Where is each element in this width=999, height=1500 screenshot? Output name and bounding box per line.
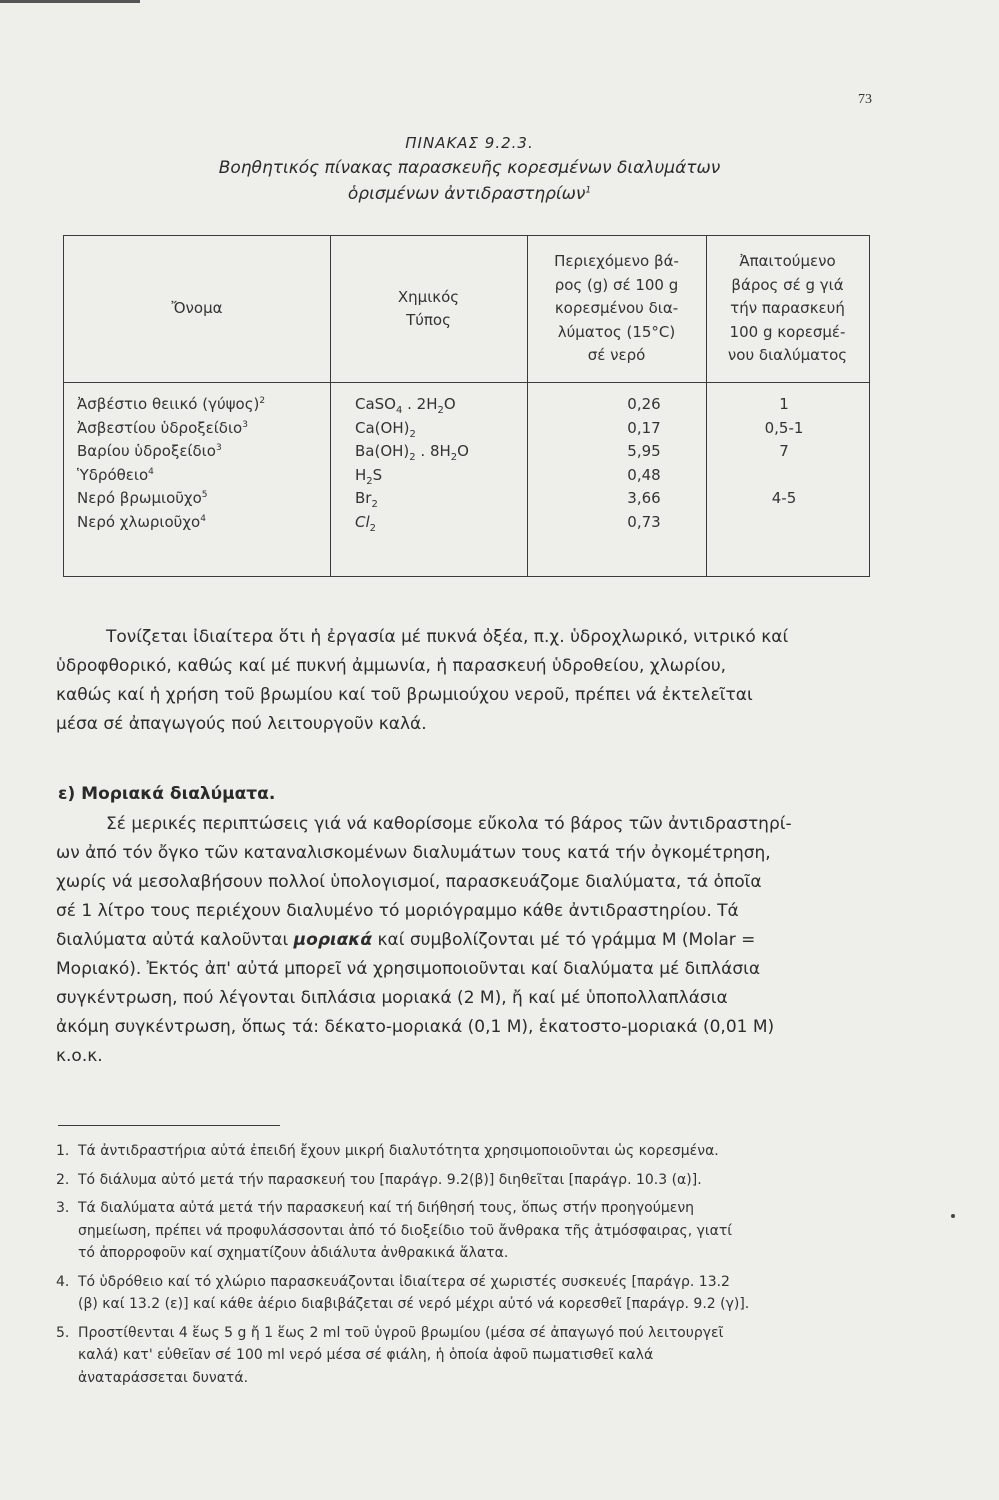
safety-paragraph [56, 623, 888, 739]
footnote [56, 1140, 906, 1163]
footnote-line: Τά ἀντιδραστήρια αὐτά ἐπειδή ἔχουν μικρή διαλυτότητα χρησιμοποιοῦνται ὡς κορεσμένα. [78, 1143, 719, 1159]
text-line: Τονίζεται ἰδιαίτερα ὅτι ἡ ἐργασία μέ πυκνά ὀξέα, π.χ. ὑδροχλωρικό, νιτρικό καί [106, 627, 789, 647]
formula-part: Ca(OH) [355, 418, 410, 437]
formula-part: . 2H [402, 395, 438, 413]
cell-formula [355, 442, 469, 463]
footnote-ref: 4 [200, 513, 206, 524]
footnote [56, 1197, 906, 1265]
cell-name [77, 466, 154, 484]
footnote-line: Τό ὑδρόθειο καί τό χλώριο παρασκευάζονται ἰδιαίτερα σέ χωριστές συσκευές [παράγρ. 13.2 [78, 1273, 730, 1290]
cell-name-text: Ἀσβέστιο θειικό (γύψος) [77, 395, 260, 413]
header-name-text: Ὄνομα [171, 299, 223, 318]
formula-part: O [443, 395, 456, 413]
table-body [64, 395, 869, 536]
header-name [64, 236, 330, 382]
text-line: ὑδροφθορικό, καθώς καί μέ πυκνή ἀμμωνία, ἡ παρασκευή ὑδροθείου, χλωρίου, [56, 656, 727, 676]
cell-solubility: 3,66 [627, 489, 661, 507]
cell-solubility: 0,26 [627, 395, 661, 413]
reagent-table [63, 235, 870, 577]
caption-text: ὁρισμένων ἀντιδραστηρίων [347, 184, 586, 204]
footnote-line: Προστίθενται 4 ἕως 5 g ἤ 1 ἕως 2 ml τοῦ ὑγροῦ βρωμίου (μέσα σέ ἀπαγωγό πού λειτουργεῖ [78, 1324, 724, 1341]
footnote-ref: 2 [259, 396, 266, 406]
footnote-number: 4. [56, 1273, 70, 1290]
table-caption-line2 [0, 184, 969, 204]
cell-name [77, 513, 206, 531]
footnote-ref: 3 [242, 419, 248, 430]
header-text-line: σέ νερό [587, 346, 646, 365]
cell-required: 4-5 [771, 489, 797, 507]
text-line: χωρίς νά μεσολαβήσουν πολλοί ὑπολογισμοί, παρασκευάζομε διαλύματα, τά ὁποῖα [56, 872, 762, 892]
scan-edge [0, 0, 140, 3]
formula-sub: 2 [450, 452, 458, 463]
formula-sub: 2 [369, 522, 377, 534]
text-line: καθώς καί ἡ χρήση τοῦ βρωμίου καί τοῦ βρωμιούχου νεροῦ, πρέπει νά ἐκτελεῖται [56, 685, 753, 705]
text-line: συγκέντρωση, πού λέγονται διπλάσια μοριακά (2 Μ), ἤ καί μέ ὑποπολλαπλάσια [56, 988, 728, 1008]
cell-solubility: 0,17 [627, 418, 661, 437]
table-row [64, 513, 869, 537]
molar-solutions-paragraph [56, 810, 888, 1071]
table-row [64, 466, 869, 490]
cell-formula [355, 489, 378, 510]
table-row [64, 489, 869, 513]
footnote-number: 1. [56, 1143, 70, 1159]
table-row [64, 442, 869, 466]
cell-formula [355, 512, 377, 534]
cell-name-text: Ὑδρόθειο [77, 465, 149, 484]
formula-part: Ba(OH) [355, 442, 410, 460]
formula-sub: 2 [437, 405, 444, 416]
cell-name-text: Νερό χλωριοῦχο [77, 512, 201, 531]
footnote-line: τό ἀπορροφοῦν καί σχηματίζουν ἀδιάλυτα ἀνθρακικά ἅλατα. [78, 1245, 509, 1261]
margin-speck [951, 1214, 955, 1218]
text-line: Μοριακό). Ἐκτός ἀπ' αὐτά μπορεῖ νά χρησιμοποιοῦνται καί διαλύματα μέ διπλάσια [56, 959, 761, 979]
text-line: μέσα σέ ἀπαγωγούς πού λειτουργοῦν καλά. [56, 714, 427, 734]
header-text-line: Περιεχόμενο βά- [554, 252, 679, 271]
text-line: κ.ο.κ. [56, 1046, 103, 1066]
formula-part: S [372, 465, 383, 484]
text-line: Σέ μερικές περιπτώσεις γιά νά καθορίσομε εὔκολα τό βάρος τῶν ἀντιδραστηρί- [106, 814, 792, 834]
cell-required: 7 [779, 442, 789, 460]
page-number: 73 [858, 92, 872, 107]
cell-name [77, 442, 222, 460]
cell-name [77, 489, 208, 507]
text-line [56, 926, 888, 955]
cell-name-text: Ἀσβεστίου ὑδροξείδιο [77, 418, 243, 437]
formula-part: Br [355, 489, 372, 507]
footnote-number: 5. [56, 1324, 70, 1341]
footnote-line: ἀναταράσσεται δυνατά. [78, 1369, 249, 1386]
formula-sub: 2 [366, 475, 373, 487]
footnote-line: καλά) κατ' εὐθεῖαν σέ 100 ml νερό μέσα σέ φιάλη, ἡ ὁποία ἀφοῦ πωματισθεῖ καλά [78, 1347, 654, 1363]
header-text-line: νου διαλύματος [727, 346, 848, 365]
cell-name-text: Βαρίου ὑδροξείδιο [77, 442, 216, 460]
formula-part: . 8H [415, 442, 451, 460]
text-run: διαλύματα αὐτά καλοῦνται [56, 930, 294, 950]
header-required [706, 236, 869, 382]
footnote-number: 3. [56, 1200, 70, 1216]
table-row [64, 395, 869, 419]
emphasized-term: μοριακά [293, 930, 373, 950]
footnote [56, 1271, 906, 1316]
header-text-line: Χημικός [397, 287, 460, 306]
header-formula [330, 236, 527, 382]
header-text-line: Ἀπαιτούμενο [739, 252, 836, 271]
footnote [56, 1169, 906, 1192]
cell-name-text: Νερό βρωμιοῦχο [77, 489, 202, 507]
cell-solubility: 0,73 [627, 512, 661, 531]
cell-required: 1 [779, 395, 789, 413]
text-run: καί συμβολίζονται μέ τό γράμμα Μ (Molar = [372, 930, 756, 950]
footnote-line: Τό διάλυμα αὐτό μετά τήν παρασκευή του [παράγρ. 9.2(β)] διηθεῖται [παράγρ. 10.3 (α)]. [78, 1171, 702, 1188]
header-text-line: κορεσμένου δια- [554, 299, 679, 318]
formula-sub: 4 [396, 405, 403, 416]
formula-sub: 2 [409, 428, 416, 440]
cell-formula [355, 418, 416, 440]
footnote-ref: 4 [148, 466, 154, 477]
footnote [56, 1322, 906, 1390]
text-line: ων ἀπό τόν ὄγκο τῶν καταναλισκομένων διαλυμάτων τους κατά τήν ὀγκομέτρηση, [56, 843, 771, 863]
footnote-rule [58, 1125, 280, 1126]
formula-sub: 2 [371, 499, 378, 510]
cell-formula [355, 395, 456, 416]
cell-formula [355, 465, 383, 487]
formula-part: O [457, 442, 469, 460]
header-text-line: ρος (g) σέ 100 g [554, 275, 679, 294]
footnotes [56, 1140, 906, 1395]
formula-sub: 2 [409, 452, 416, 463]
header-text-line: 100 g κορεσμέ- [729, 322, 846, 341]
footnote-line: Τά διαλύματα αὐτά μετά τήν παρασκευή καί τή διήθησή τους, ὅπως στήν προηγούμενη [78, 1200, 695, 1216]
cell-required: 0,5-1 [764, 418, 804, 437]
header-text-line: λύματος (15°C) [557, 322, 676, 341]
text-line: σέ 1 λίτρο τους περιέχουν διαλυμένο τό μοριόγραμμο κάθε ἀντιδραστηρίου. Τά [56, 901, 739, 921]
header-text-line: τήν παρασκευή [730, 299, 845, 318]
formula-part: H [355, 465, 367, 484]
cell-name [77, 395, 265, 413]
table-row [64, 419, 869, 443]
section-heading: ε) Μοριακά διαλύματα. [58, 784, 276, 804]
text-line: ἀκόμη συγκέντρωση, ὅπως τά: δέκατο-μοριακά (0,1 Μ), ἑκατοστο-μοριακά (0,01 Μ) [56, 1017, 775, 1037]
footnote-ref: 1 [585, 185, 592, 196]
header-solubility [527, 236, 706, 382]
footnote-ref: 5 [201, 490, 208, 500]
table-caption-line1: Βοηθητικός πίνακας παρασκευῆς κορεσμένων διαλυμάτων [218, 158, 721, 178]
header-divider [64, 382, 869, 383]
cell-solubility: 5,95 [627, 442, 661, 460]
formula-part: Cl [355, 512, 370, 531]
footnote-line: σημείωση, πρέπει νά προφυλάσσονται ἀπό τό διοξείδιο τοῦ ἄνθρακα τῆς ἀτμόσφαιρας, γιατί [78, 1222, 733, 1239]
footnote-ref: 3 [215, 443, 222, 453]
footnote-number: 2. [56, 1171, 70, 1188]
header-text-line: βάρος σέ g γιά [731, 275, 844, 294]
footnote-line: (β) καί 13.2 (ε)] καί κάθε ἀέριο διαβιβάζεται σέ νερό μέχρι αὐτό νά κορεσθεῖ [παράγρ. 9.2 (γ)]. [78, 1296, 750, 1312]
cell-name [77, 419, 248, 437]
formula-part: CaSO [355, 395, 396, 413]
cell-solubility: 0,48 [627, 465, 661, 484]
table-title: ΠΙΝΑΚΑΣ 9.2.3. [405, 134, 534, 152]
header-text-line: Τύπος [406, 311, 451, 329]
